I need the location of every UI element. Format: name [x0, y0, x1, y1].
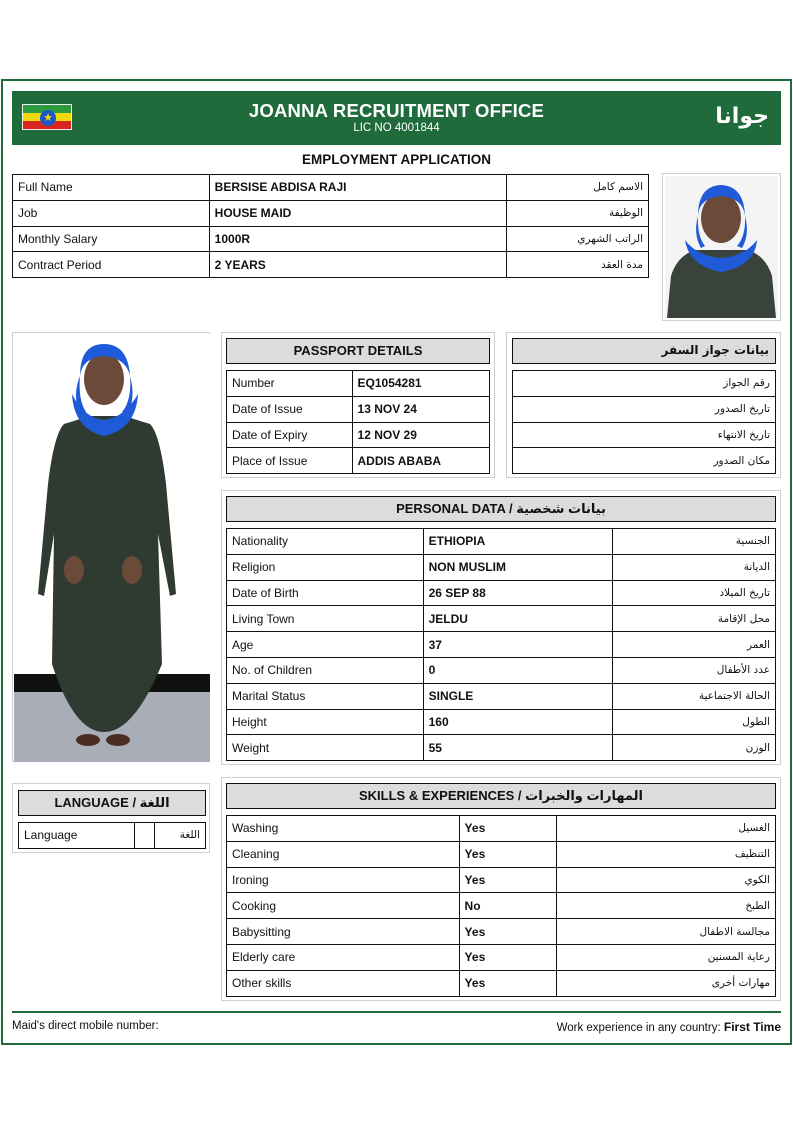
elderly-care-arabic: رعاية المسنين: [557, 944, 776, 970]
job-label: Job: [13, 200, 210, 226]
table-row: [513, 422, 776, 448]
religion-value: NON MUSLIM: [423, 554, 613, 580]
table-row: [227, 709, 776, 735]
table-row: [227, 816, 776, 842]
table-row: [13, 226, 649, 252]
religion-arabic: الديانة: [613, 554, 776, 580]
portrait-image: [665, 176, 778, 318]
license-number: LIC NO 4001844: [353, 122, 440, 134]
passport-number-label: Number: [227, 371, 353, 397]
marital-status-value: SINGLE: [423, 683, 613, 709]
other-skills-value: Yes: [459, 970, 557, 996]
header-banner: [12, 91, 781, 145]
cleaning-label: Cleaning: [227, 841, 460, 867]
table-row: [227, 580, 776, 606]
nationality-arabic: الجنسية: [613, 529, 776, 555]
table-row: [227, 919, 776, 945]
job-value: HOUSE MAID: [209, 200, 507, 226]
age-label: Age: [227, 632, 424, 658]
salary-label: Monthly Salary: [13, 226, 210, 252]
table-row: [227, 970, 776, 996]
other-skills-label: Other skills: [227, 970, 460, 996]
personal-data-table: [226, 528, 776, 761]
weight-value: 55: [423, 735, 613, 761]
babysitting-value: Yes: [459, 919, 557, 945]
passport-number-value: EQ1054281: [352, 371, 489, 397]
expiry-date-value: 12 NOV 29: [352, 422, 489, 448]
table-row: [513, 396, 776, 422]
washing-label: Washing: [227, 816, 460, 842]
skills-panel: [221, 777, 781, 1001]
religion-label: Religion: [227, 554, 424, 580]
work-experience-label: Work experience in any country:: [556, 1022, 721, 1034]
job-arabic: الوظيفة: [507, 200, 649, 226]
full-body-photo: [12, 332, 210, 762]
weight-label: Weight: [227, 735, 424, 761]
ironing-label: Ironing: [227, 867, 460, 893]
contract-label: Contract Period: [13, 252, 210, 278]
language-label: Language: [19, 823, 135, 849]
full-name-value: BERSISE ABDISA RAJI: [209, 175, 507, 201]
language-title: LANGUAGE / اللغة: [18, 790, 206, 816]
height-value: 160: [423, 709, 613, 735]
other-skills-arabic: مهارات أخرى: [557, 970, 776, 996]
mobile-number-label: Maid's direct mobile number:: [12, 1020, 159, 1032]
passport-arabic-title: بيانات جواز السفر: [512, 338, 776, 364]
cleaning-value: Yes: [459, 841, 557, 867]
cooking-value: No: [459, 893, 557, 919]
personal-data-panel: [221, 490, 781, 765]
contract-arabic: مدة العقد: [507, 252, 649, 278]
skills-title: SKILLS & EXPERIENCES / المهارات والخبرات: [226, 783, 776, 809]
skills-table: [226, 815, 776, 997]
age-arabic: العمر: [613, 632, 776, 658]
table-row: [227, 396, 490, 422]
full-name-arabic: الاسم كامل: [507, 175, 649, 201]
cooking-label: Cooking: [227, 893, 460, 919]
dob-arabic: تاريخ الميلاد: [613, 580, 776, 606]
work-experience-value: First Time: [723, 1020, 781, 1034]
place-of-issue-value: ADDIS ABABA: [352, 448, 489, 474]
ironing-arabic: الكوي: [557, 867, 776, 893]
place-of-issue-label: Place of Issue: [227, 448, 353, 474]
table-row: [513, 448, 776, 474]
passport-arabic-panel: [506, 332, 781, 478]
dob-label: Date of Birth: [227, 580, 424, 606]
personal-data-title: PERSONAL DATA / بيانات شخصية: [226, 496, 776, 522]
ethiopia-flag-icon: ★: [22, 104, 72, 130]
passport-table: [226, 370, 490, 474]
table-row: [227, 554, 776, 580]
babysitting-label: Babysitting: [227, 919, 460, 945]
issue-date-value: 13 NOV 24: [352, 396, 489, 422]
summary-table: [12, 174, 649, 278]
table-row: [227, 657, 776, 683]
footer-divider: [12, 1011, 781, 1013]
issue-date-arabic: تاريخ الصدور: [513, 396, 776, 422]
table-row: [227, 841, 776, 867]
marital-status-arabic: الحالة الاجتماعية: [613, 683, 776, 709]
table-row: [227, 448, 490, 474]
full-body-image: [14, 334, 210, 762]
salary-value: 1000R: [209, 226, 507, 252]
expiry-date-label: Date of Expiry: [227, 422, 353, 448]
nationality-label: Nationality: [227, 529, 424, 555]
table-row: [513, 371, 776, 397]
washing-arabic: الغسيل: [557, 816, 776, 842]
weight-arabic: الوزن: [613, 735, 776, 761]
age-value: 37: [423, 632, 613, 658]
office-arabic-name: جوانا: [715, 104, 769, 129]
cooking-arabic: الطبخ: [557, 893, 776, 919]
portrait-photo: [662, 173, 781, 321]
issue-date-label: Date of Issue: [227, 396, 353, 422]
application-title: EMPLOYMENT APPLICATION: [302, 152, 491, 167]
babysitting-arabic: مجالسة الاطفال: [557, 919, 776, 945]
table-row: [227, 632, 776, 658]
full-name-label: Full Name: [13, 175, 210, 201]
table-row: [227, 735, 776, 761]
table-row: [19, 823, 206, 849]
table-row: [13, 175, 649, 201]
table-row: [227, 371, 490, 397]
contract-value: 2 YEARS: [209, 252, 507, 278]
place-of-issue-arabic: مكان الصدور: [513, 448, 776, 474]
elderly-care-label: Elderly care: [227, 944, 460, 970]
living-town-value: JELDU: [423, 606, 613, 632]
passport-panel: [221, 332, 495, 478]
table-row: [13, 200, 649, 226]
table-row: [227, 867, 776, 893]
table-row: [227, 529, 776, 555]
table-row: [227, 422, 490, 448]
cleaning-arabic: التنظيف: [557, 841, 776, 867]
passport-arabic-table: [512, 370, 776, 474]
height-arabic: الطول: [613, 709, 776, 735]
marital-status-label: Marital Status: [227, 683, 424, 709]
living-town-arabic: محل الإقامة: [613, 606, 776, 632]
children-value: 0: [423, 657, 613, 683]
language-value: [135, 823, 155, 849]
children-arabic: عدد الأطفال: [613, 657, 776, 683]
passport-number-arabic: رقم الجواز: [513, 371, 776, 397]
washing-value: Yes: [459, 816, 557, 842]
table-row: [227, 606, 776, 632]
table-row: [13, 252, 649, 278]
height-label: Height: [227, 709, 424, 735]
ironing-value: Yes: [459, 867, 557, 893]
language-arabic: اللغة: [155, 823, 206, 849]
passport-title: PASSPORT DETAILS: [226, 338, 490, 364]
elderly-care-value: Yes: [459, 944, 557, 970]
expiry-date-arabic: تاريخ الانتهاء: [513, 422, 776, 448]
table-row: [227, 893, 776, 919]
table-row: [227, 683, 776, 709]
nationality-value: ETHIOPIA: [423, 529, 613, 555]
living-town-label: Living Town: [227, 606, 424, 632]
salary-arabic: الراتب الشهري: [507, 226, 649, 252]
work-experience: [557, 1020, 781, 1034]
children-label: No. of Children: [227, 657, 424, 683]
office-title: JOANNA RECRUITMENT OFFICE: [248, 100, 545, 121]
table-row: [227, 944, 776, 970]
language-table: [18, 822, 206, 849]
language-panel: [12, 783, 210, 853]
dob-value: 26 SEP 88: [423, 580, 613, 606]
